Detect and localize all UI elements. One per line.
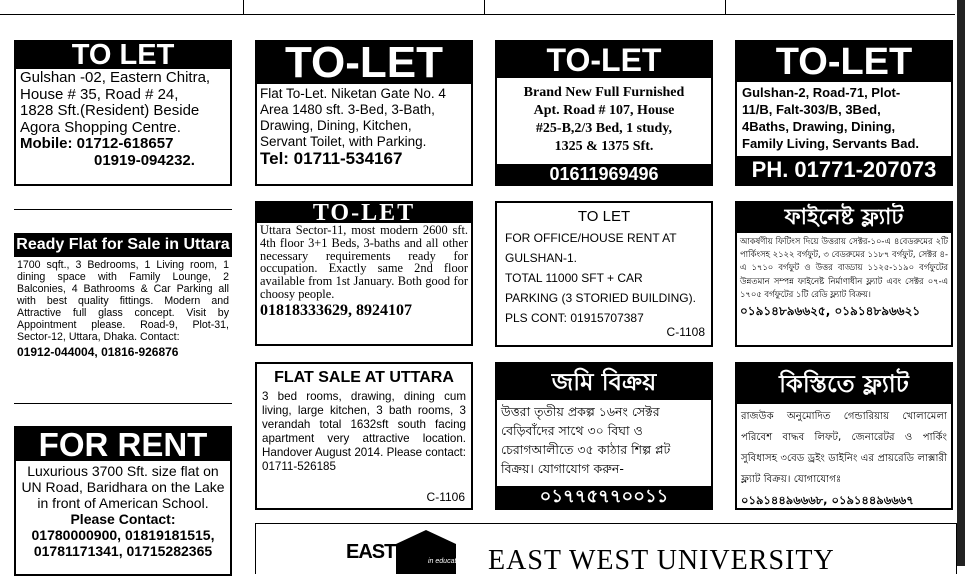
- ad-phone: 01818333629, 8924107: [260, 301, 412, 319]
- ad-line: GULSHAN-1.: [505, 251, 578, 265]
- ad-title: TO-LET: [257, 203, 471, 223]
- ad-line: Servant Toilet, with Parking.: [260, 134, 427, 149]
- ad-title: TO LET: [16, 42, 230, 69]
- ad-line: FOR OFFICE/HOUSE RENT AT: [505, 231, 677, 245]
- ad-line: Luxurious 3700 Sft. size flat on: [27, 463, 219, 479]
- ad-code: C-1108: [666, 325, 705, 339]
- top-rule: [0, 14, 955, 15]
- ad-title: TO LET: [577, 208, 631, 225]
- ad-line: PARKING (3 STORIED BUILDING).: [505, 291, 696, 305]
- divider: [14, 209, 232, 210]
- logo-motto: in education: [428, 558, 466, 565]
- ad-line: 11/B, Falt-303/B, 3Bed,: [742, 102, 881, 117]
- ad-phone: 01781171341, 01715282365: [33, 543, 213, 559]
- ad-line: TOTAL 11000 SFT + CAR: [505, 271, 643, 285]
- ad-line: 1828 Sft.(Resident) Beside: [20, 102, 200, 119]
- ad-to-let-gulshan-2-road-71: [735, 40, 953, 186]
- ad-contact-label: Please Contact:: [70, 511, 176, 527]
- ad-to-let-road-107: [495, 40, 713, 186]
- ad-line: PLS CONT: 01915707387: [505, 311, 644, 325]
- ad-body: আকর্ষণীয় ফিটিংস দিয়ে উত্তরায় সেক্টর-১০-এ ৪বেডরুমের ২টি পার্কিংসহ ২১২২ বর্গফুট, ৩ বেডরুমের ১১৮৭ বর্গফুট, সেক্টর ৪-এ ১৭১০ বর্গফুট ও উত্তর বাড্ডায় ১১২৫-১১৯০ বর্গফুটের উন্নতমান সম্পন্ন ফাইনেষ্ট নির্মাণাধীন ফ্ল্যাট এবং সেক্টর ০৭-এ ১৭০৫ বর্গফুটের ১টি রেডি ফ্ল্যাট বিক্রয়।: [740, 236, 948, 299]
- logo-word: EAST: [346, 541, 396, 563]
- ad-body: রাজউক অনুমোদিত গেন্ডারিয়ায় খোলামেলা পরিবেশ বাদ্ধব লিফট, জেনারেটর ও পার্কিং সুবিধাসহ ৩বেড ড্রইং ডাইনিং এর প্রায়রেডি লাক্সারী ফ্ল্যাট বিক্রয়। যোগাযোগঃ: [741, 411, 947, 485]
- ad-title: TO-LET: [497, 42, 711, 78]
- column-divider: [484, 0, 485, 14]
- page-edge: [957, 0, 965, 566]
- ad-for-rent-baridhara: [14, 426, 232, 576]
- ad-body: 1700 sqft., 3 Bedrooms, 1 Living room, 1 dining space with Family Lounge, 2 Balconies, 4 Bathrooms & Car Parking all with best quality fittings. Modern and Attractive full glass concept. Visit by Appointment please. Road-9, Plot-31, Sector-12, Uttara, Dhaka. Contact:: [17, 259, 229, 343]
- ad-line: Agora Shopping Centre.: [20, 118, 181, 136]
- ad-line: 1325 & 1375 Sft.: [554, 139, 654, 154]
- ad-line: Brand New Full Furnished: [523, 85, 685, 100]
- university-banner: [255, 523, 957, 574]
- ad-title: FLAT SALE AT UTTARA: [274, 369, 454, 386]
- ad-line: Drawing, Dining, Kitchen,: [260, 118, 412, 133]
- ad-line: in front of American School.: [37, 495, 209, 511]
- divider: [14, 403, 232, 404]
- ad-title: জমি বিক্রয়: [497, 364, 711, 400]
- ad-title: TO-LET: [257, 42, 471, 84]
- ad-title: কিস্তিতে ফ্ল্যাট: [737, 364, 951, 404]
- column-divider: [725, 0, 726, 14]
- ad-land-sale: [495, 362, 713, 510]
- ad-phone: 01780000900, 01819181515,: [31, 527, 215, 543]
- ad-line: Area 1480 sft. 3-Bed, 3-Bath,: [260, 102, 435, 117]
- ad-phone: 01919-094232.: [94, 151, 195, 169]
- ad-line: UN Road, Baridhara on the Lake: [21, 479, 225, 495]
- ad-body: উত্তরা তৃতীয় প্রকল্প ১৬নং সেক্টর বেড়িবাঁদের সাথে ৩০ বিঘা ও চেরাগআলীতে ৩৫ কাঠার শিল্প প্লট বিক্রয়। যোগাযোগ করুন-: [501, 404, 671, 476]
- ad-phone: Tel: 01711-534167: [260, 149, 403, 168]
- ad-line: Gulshan -02, Eastern Chitra,: [20, 69, 211, 86]
- university-name: EAST WEST UNIVERSITY: [488, 545, 835, 574]
- ad-code: C-1106: [426, 490, 465, 504]
- ad-flat-on-installment: [735, 362, 953, 510]
- ad-title: FOR RENT: [16, 428, 230, 461]
- ad-to-let-gulshan-02: [14, 40, 232, 186]
- ad-ready-flat-uttara: [14, 233, 232, 379]
- ad-phone: PH. 01771-207073: [737, 156, 951, 184]
- ad-line: Gulshan-2, Road-71, Plot-: [742, 85, 901, 100]
- ad-finest-flat: [735, 201, 953, 347]
- ad-to-let-uttara-sector-11: [255, 201, 473, 346]
- ad-line: Flat To-Let. Niketan Gate No. 4: [260, 86, 446, 101]
- ad-phone: ০১৭৭৫৭৭০০১১: [497, 486, 711, 508]
- ad-line: Apt. Road # 107, House: [533, 103, 675, 118]
- ad-phone: ০১৯১৪৮৯৬৬২৫, ০১৯১৪৮৯৬৬২১: [740, 304, 921, 319]
- ad-phone: ০১৯১৪৪৯৬৬৬৮, ০১৯১৪৪৯৬৬৬৭: [741, 493, 914, 507]
- ad-to-let-niketan: [255, 40, 473, 186]
- ad-title: TO-LET: [737, 42, 951, 82]
- ad-to-let-gulshan-1-office: [495, 201, 713, 347]
- ad-line: House # 35, Road # 24,: [20, 85, 179, 103]
- column-divider: [243, 0, 244, 14]
- ad-body: Uttara Sector-11, most modern 2600 sft. 4th floor 3+1 Beds, 3-baths and all other necessary requirements ready for occupation. Exactly same 2nd floor available from 1st January. Both good for choosy people.: [260, 223, 468, 301]
- ad-line: #25-B,2/3 Bed, 1 study,: [535, 121, 673, 136]
- ad-flat-sale-uttara: [255, 362, 473, 510]
- ad-line: Family Living, Servants Bad.: [742, 136, 919, 151]
- ad-phone: Mobile: 01712-618657: [20, 135, 174, 152]
- ad-line: 4Baths, Drawing, Dining,: [742, 119, 896, 134]
- ad-body: 3 bed rooms, drawing, dining cum living, large kitchen, 3 bath rooms, 3 verandah total 1632sft south facing apartment very attractive location. Handover August 2014. Please contact: 01711-526185: [262, 390, 466, 473]
- ad-phone: 01912-044004, 01816-926876: [17, 345, 179, 359]
- ad-title: ফাইনেষ্ট ফ্ল্যাট: [737, 203, 951, 233]
- ad-title: Ready Flat for Sale in Uttara: [14, 233, 232, 257]
- university-logo-icon: [394, 530, 484, 574]
- ad-phone: 01611969496: [497, 164, 711, 184]
